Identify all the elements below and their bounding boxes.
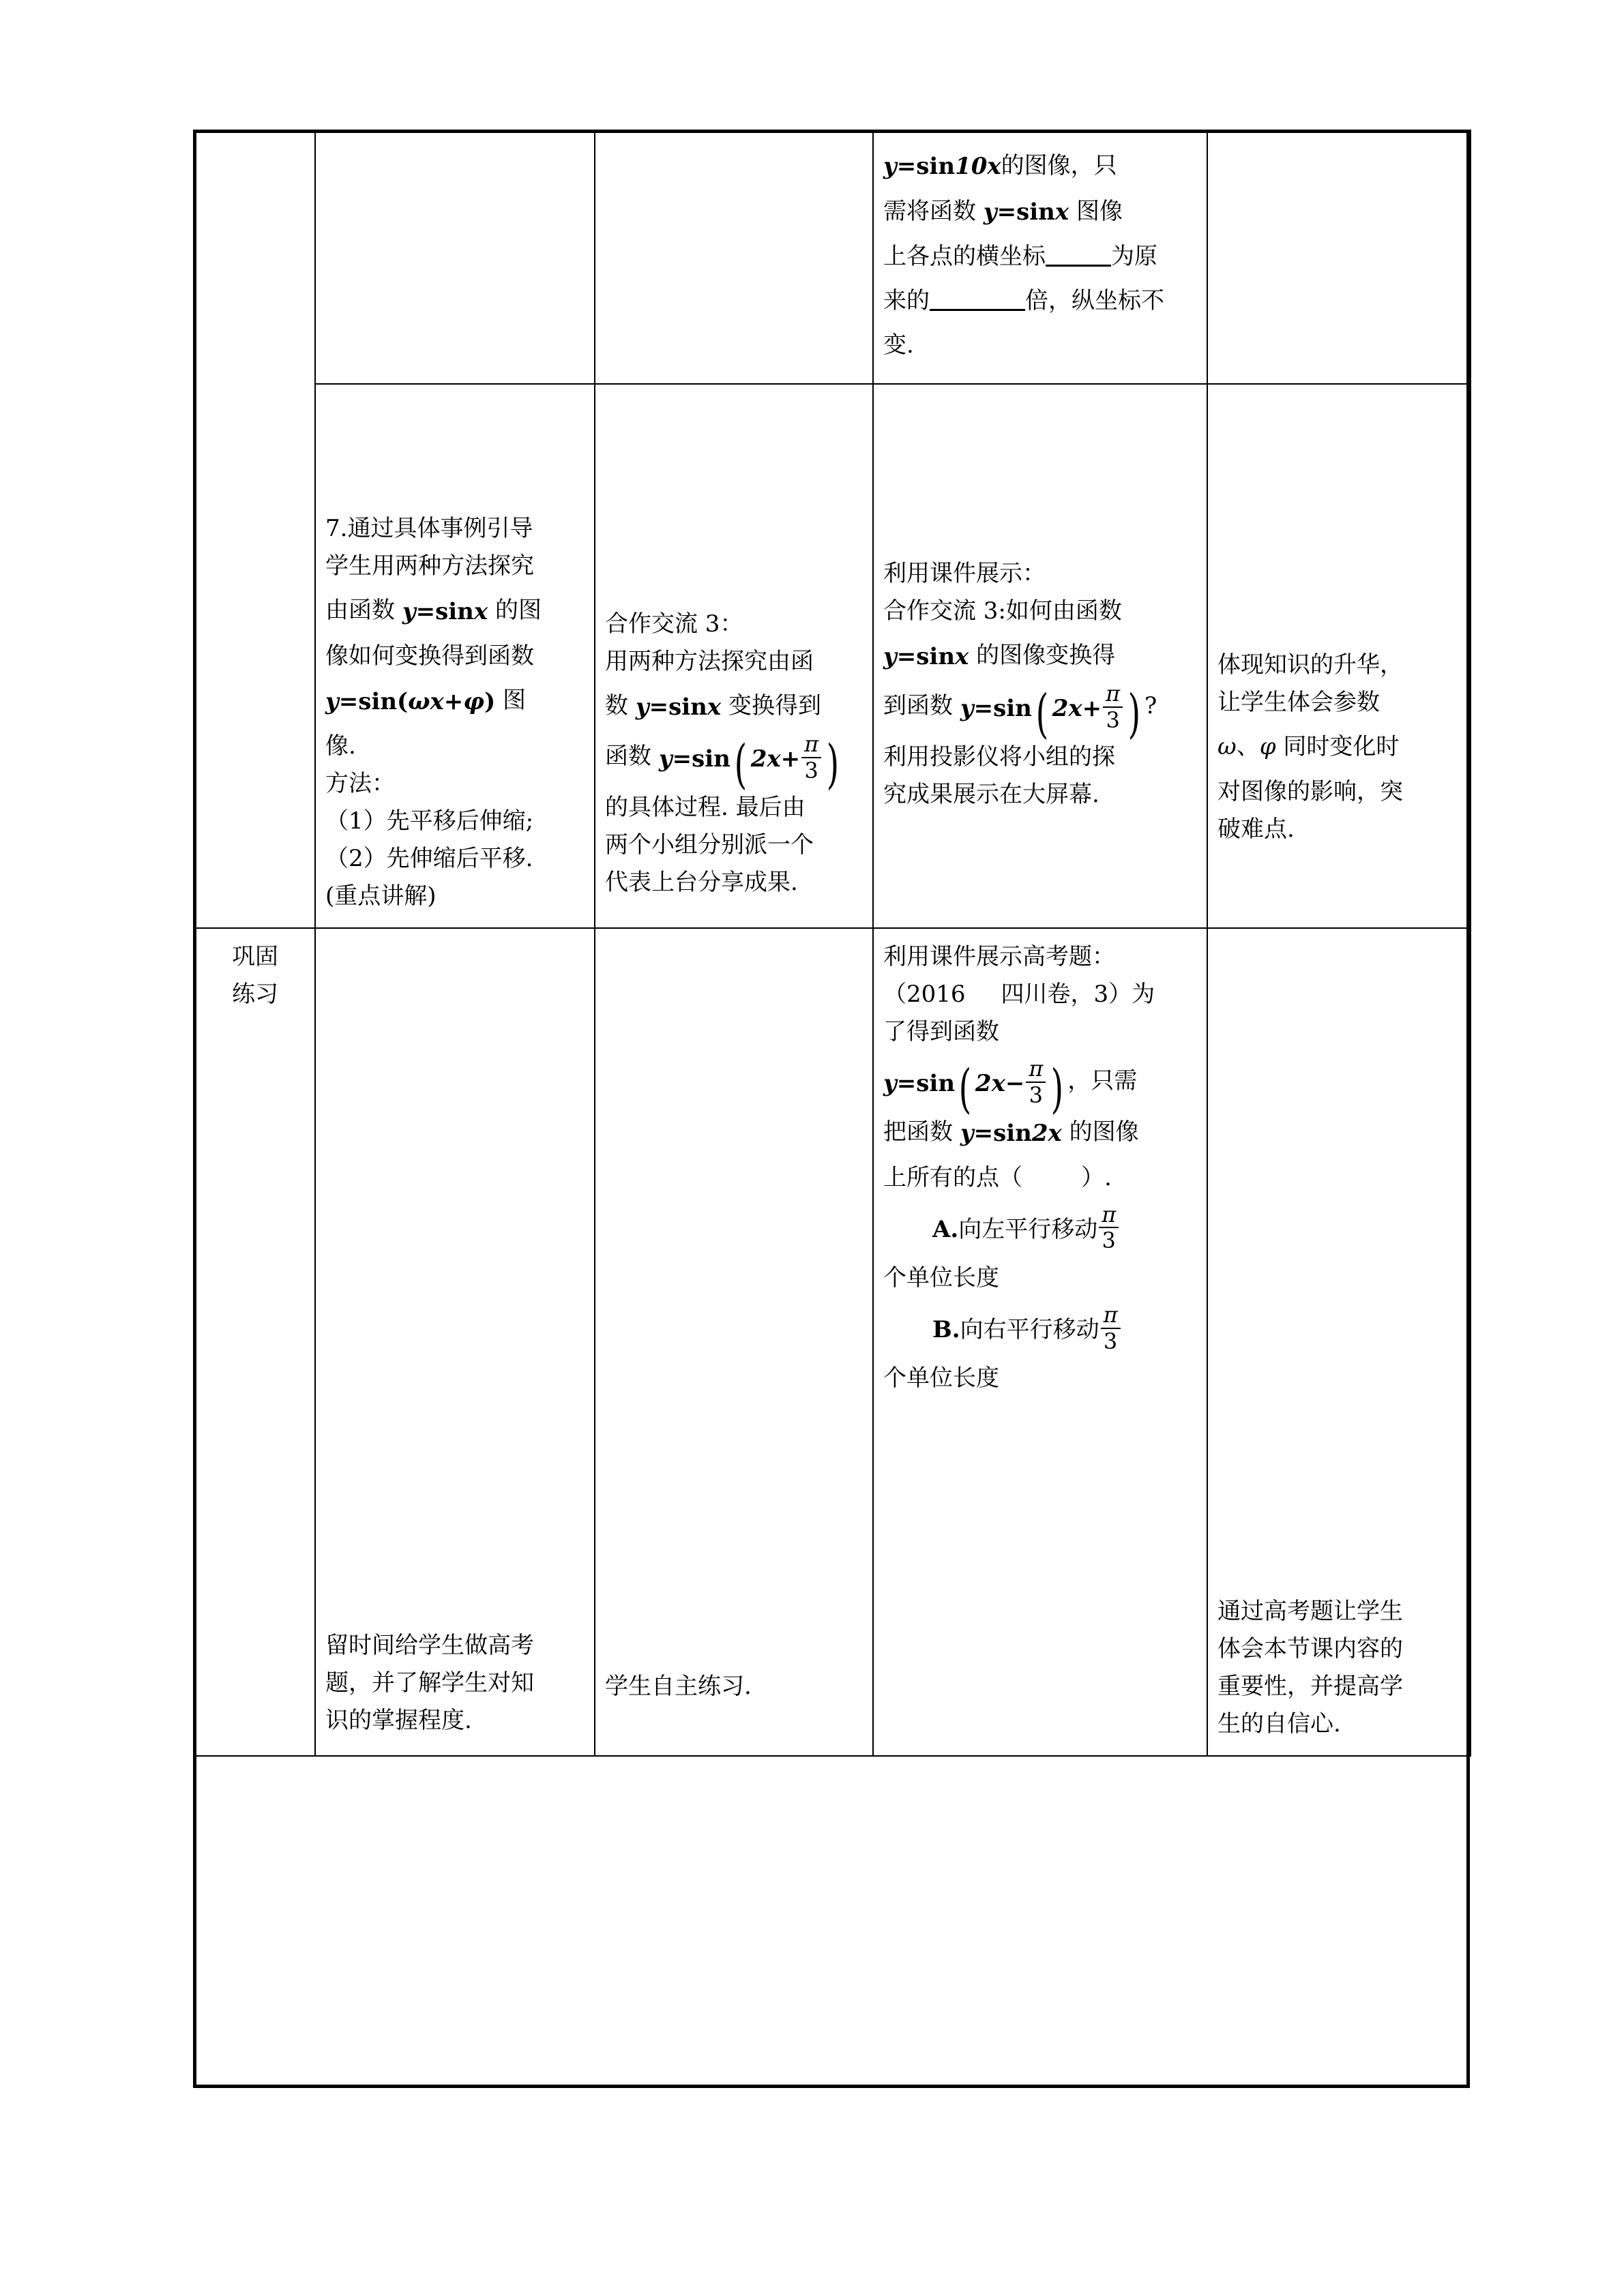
fill-blank-underline [930,309,1025,311]
exam-year-province-b: 四川卷，3）为 [1001,981,1155,1009]
teacher-line-10: (重点讲解) [325,882,437,910]
math-equals: = [996,198,1017,226]
student-line-2: 用两种方法探究由函 [605,648,814,676]
math-arg-x: x [955,642,969,670]
math-var-y: y [883,642,897,670]
question-choice-open: 上所有的点（ [883,1163,1022,1191]
math-fraction-pi-3 [1103,680,1123,733]
student-line-4-formula [605,730,864,795]
math-term-2x: 2x [1052,694,1082,722]
student-line-1: 合作交流 3： [605,610,743,638]
math-open-paren: ( [1035,683,1049,745]
math-var-y: y [402,597,416,625]
math-equals: = [896,642,917,670]
cell-courseware-cooperate [873,384,1207,928]
courseware-line5-suffix: 的图像 [1061,1118,1139,1146]
fraction-numerator: π [801,733,821,758]
option-b-label: B. [932,1316,960,1344]
math-equals: = [973,1119,994,1147]
teacher-line3-prefix: 由函数 [325,597,402,625]
math-phi: φ [1259,733,1276,761]
cell-design-intent-empty [1207,130,1471,384]
math-close-paren: ) [484,687,496,715]
option-a-unit: 个单位长度 [883,1264,999,1292]
cell-courseware-exam-question [873,928,1207,1756]
table-row [194,130,1471,384]
fraction-numerator: π [1103,683,1123,708]
courseware-line4-a: 来的 [883,287,930,315]
table-row [194,928,1471,1756]
math-equals: = [649,693,669,721]
courseware-line1-text: 的图像，只 [1001,152,1117,179]
math-var-y: y [883,153,897,181]
courseware-line4 [883,282,1198,320]
courseware-line-2: 合作交流 3:如何由函数 [883,597,1122,625]
math-close-paren: ) [1127,683,1141,745]
teacher-line-1: 7.通过具体事例引导 [325,515,533,543]
courseware-line-1: 利用课件展示高考题： [883,942,1115,970]
courseware-line-5: 利用投影仪将小组的探 [883,743,1115,771]
formula-sin10x [883,147,1198,186]
math-arg-10x: 10x [955,153,1001,181]
courseware-line3-a: 上各点的横坐标 [883,243,1046,271]
intent-line-4: 对图像的影响，突 [1217,777,1403,805]
courseware-line3-suffix: 的图像变换得 [969,642,1116,670]
math-fn-sin-open: sin( [358,687,409,715]
intent-line3-suffix: 同时变化时 [1275,733,1400,761]
intent-line-4: 生的自信心. [1217,1710,1341,1738]
student-line-1: 学生自主练习. [605,1672,752,1700]
intent-line-1: 通过高考题让学生 [1217,1597,1403,1625]
math-omega: ω [408,687,430,715]
option-b [883,1304,1198,1353]
math-equals: = [896,153,917,181]
teacher-line-1: 留时间给学生做高考 [325,1631,534,1659]
math-plus: + [1082,694,1102,722]
math-fraction-pi-3 [801,730,821,784]
math-equals: = [672,745,692,773]
courseware-line2-suffix: 图像 [1069,197,1123,225]
teacher-line5-suffix: 图 [495,687,526,715]
student-line-3 [605,687,864,726]
math-arg-x: x [1054,198,1069,226]
teacher-line-7: 方法： [325,769,395,797]
courseware-line5: 变. [883,331,914,359]
math-var-y: y [960,1119,974,1147]
cell-section-label-empty [194,130,315,928]
option-a-text: 向左平行移动 [958,1215,1098,1243]
math-term-2x: 2x [975,1070,1005,1098]
math-arg-2x: 2x [1031,1119,1062,1147]
math-fraction-pi-3 [1099,1201,1119,1254]
teacher-line-2: 学生用两种方法探究 [325,552,534,580]
teacher-line-5-formula [325,682,586,721]
courseware-line-2 [883,976,1198,1013]
courseware-line-4-formula [883,680,1198,745]
math-phi: φ [463,687,485,715]
cell-design-intent-consolidate [1207,928,1471,1756]
cell-section-label-consolidate [194,928,315,1756]
math-var-y: y [635,693,649,721]
courseware-line-6 [883,1159,1198,1197]
option-a [883,1201,1198,1254]
math-term-2x: 2x [750,745,781,773]
math-fn-sin: sin [916,153,956,181]
cell-courseware-sin10x [873,130,1207,384]
cell-teacher-activity-empty [315,130,595,384]
math-close-paren: ) [826,734,840,795]
teacher-line-3: 识的掌握程度. [325,1707,472,1735]
math-open-paren: ( [958,1059,972,1120]
teacher-line-9: （2）先伸缩后平移. [325,844,533,872]
courseware-line-6: 究成果展示在大屏幕. [883,781,1099,809]
courseware-line-1: 利用课件展示： [883,560,1046,588]
math-fn-sin: sin [916,1070,956,1098]
math-minus: − [1005,1070,1025,1098]
courseware-line-3: 了得到函数 [883,1018,999,1046]
math-arg-x: x [473,597,488,625]
math-fraction-pi-3 [1026,1058,1046,1107]
teacher-line-6: 像. [325,732,356,760]
intent-line-3: 重要性，并提高学 [1217,1673,1403,1701]
courseware-line4-suffix: ，只需 [1067,1067,1138,1095]
cell-student-activity-cooperate [595,384,873,928]
courseware-line3 [883,238,1198,275]
cell-teacher-activity-method [315,384,595,928]
math-fn-sin: sin [1016,198,1055,226]
section-label-line-2: 练习 [232,981,278,1009]
fraction-denominator: 3 [1103,1328,1118,1354]
courseware-line4-prefix: 到函数 [883,692,960,720]
intent-line-2: 让学生体会参数 [1217,689,1380,717]
fill-blank-underline [1046,265,1111,267]
math-fn-sin: sin [692,745,730,773]
math-var-y: y [960,694,974,722]
cell-teacher-activity-consolidate [315,928,595,1756]
courseware-line-5 [883,1114,1198,1152]
student-line-5: 的具体过程. 最后由 [605,794,806,822]
intent-line-3 [1217,728,1462,766]
fraction-numerator: π [1099,1204,1119,1229]
teacher-line-3 [325,592,586,631]
student-line-6: 两个小组分别派一个 [605,831,814,859]
math-close-paren: ) [1051,1059,1064,1120]
courseware-line-3 [883,637,1198,676]
math-equals: = [338,687,359,715]
math-var-y: y [983,198,997,226]
student-line3-prefix: 数 [605,692,636,720]
intent-separator: 、 [1236,733,1260,761]
math-var-y: y [325,687,339,715]
fraction-denominator: 3 [804,757,818,784]
section-label-line-1: 巩固 [232,942,278,970]
formula-sinx-line [883,193,1198,232]
courseware-line2-prefix: 需将函数 [883,197,984,225]
student-line-7: 代表上台分享成果. [605,869,798,897]
question-choice-close: ）. [1081,1163,1112,1191]
table-row [194,384,1471,928]
math-var-x: x [430,687,444,715]
option-b-text: 向右平行移动 [960,1316,1099,1344]
math-equals: = [415,597,436,625]
lesson-plan-table [193,130,1471,1757]
courseware-line4-suffix: ? [1145,692,1157,720]
fraction-denominator: 3 [1102,1227,1116,1254]
teacher-line-8: （1）先平移后伸缩; [325,807,534,835]
math-var-y: y [658,745,673,773]
courseware-line3-b: 为原 [1111,243,1157,271]
teacher-line-2: 题，并了解学生对知 [325,1669,534,1697]
teacher-line3-suffix: 的图 [488,597,542,625]
fraction-numerator: π [1026,1058,1046,1083]
student-line3-suffix: 变换得到 [721,692,821,720]
math-fn-sin: sin [993,694,1032,722]
fraction-numerator: π [1101,1304,1121,1329]
option-b-unit: 个单位长度 [883,1365,999,1392]
math-fn-sin: sin [668,693,707,721]
math-var-y: y [883,1070,897,1098]
courseware-line5-prefix: 把函数 [883,1118,960,1146]
math-plus: + [780,745,801,773]
math-equals: = [973,694,994,722]
math-arg-x: x [707,693,722,721]
courseware-line4-b: 倍，纵坐标不 [1025,287,1164,315]
teacher-line-4: 像如何变换得到函数 [325,642,534,670]
intent-line-2: 体会本节课内容的 [1217,1635,1403,1663]
math-open-paren: ( [734,734,748,795]
intent-line-5: 破难点. [1217,815,1295,843]
intent-line-1: 体现知识的升华， [1217,651,1403,679]
option-a-label: A. [932,1215,959,1243]
exam-year-province-a: （2016 [883,981,966,1009]
fraction-denominator: 3 [1106,706,1120,733]
cell-student-activity-consolidate [595,928,873,1756]
math-equals: = [896,1070,917,1098]
cell-design-intent-cooperate [1207,384,1471,928]
student-line4-prefix: 函数 [605,743,659,771]
math-fraction-pi-3 [1101,1304,1121,1353]
math-fn-sin: sin [435,597,474,625]
cell-student-activity-empty [595,130,873,384]
courseware-line-4-formula [883,1056,1198,1120]
math-plus: + [443,687,464,715]
math-fn-sin: sin [916,642,956,670]
fraction-denominator: 3 [1029,1082,1044,1108]
math-omega: ω [1217,733,1237,761]
math-fn-sin: sin [993,1119,1032,1147]
